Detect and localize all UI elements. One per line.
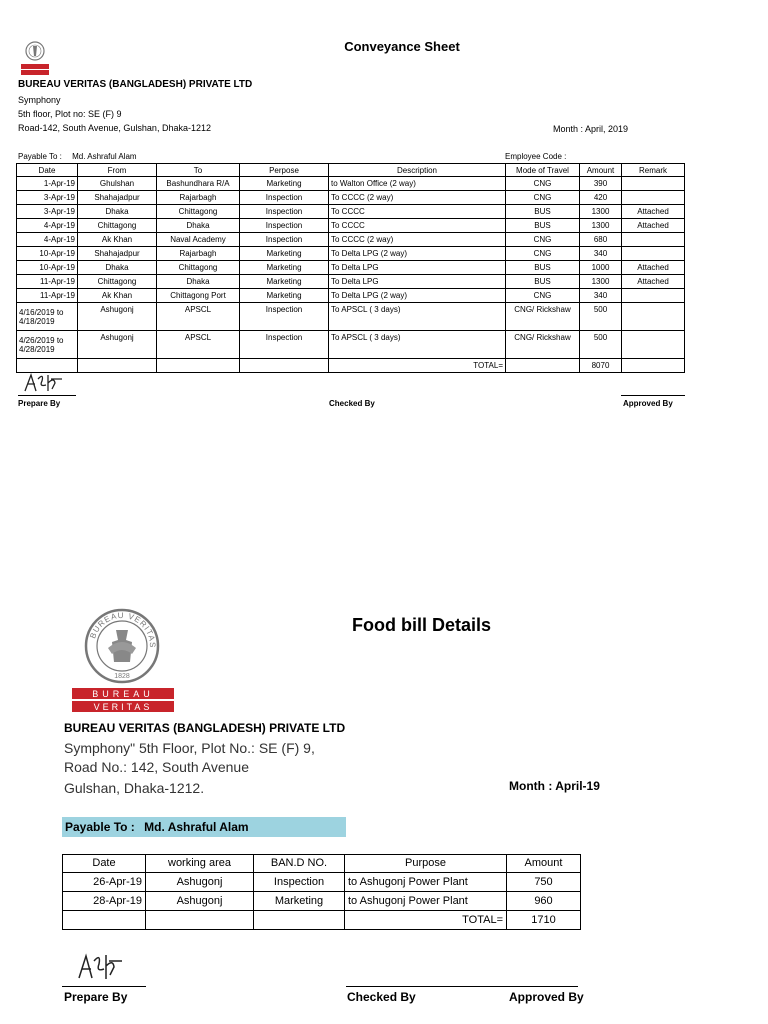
cell-mode: BUS xyxy=(506,275,580,289)
col-header-mode: Mode of Travel xyxy=(506,164,580,177)
table-row xyxy=(17,219,685,233)
cell-purpose: Inspection xyxy=(240,331,329,359)
cell-remark xyxy=(622,331,685,359)
cell-working-area: Ashugonj xyxy=(146,892,254,911)
cell-amount: 1000 xyxy=(580,261,622,275)
cell-mode: BUS xyxy=(506,205,580,219)
cell-amount: 390 xyxy=(580,177,622,191)
conveyance-table xyxy=(16,163,685,373)
logo-band-bureau: BUREAU xyxy=(92,689,154,699)
month-value: April, 2019 xyxy=(585,124,629,134)
cell-description: To CCCC xyxy=(329,205,506,219)
food-bill-table xyxy=(62,854,581,930)
cell-empty xyxy=(254,911,345,930)
col-header-remark: Remark xyxy=(622,164,685,177)
payable-band xyxy=(62,817,346,837)
cell-purpose: Marketing xyxy=(240,261,329,275)
cell-purpose: Inspection xyxy=(240,205,329,219)
cell-mode: CNG/ Rickshaw xyxy=(506,331,580,359)
table-row xyxy=(17,233,685,247)
cell-purpose: to Ashugonj Power Plant xyxy=(345,873,507,892)
address-line-3: Road-142, South Avenue, Gulshan, Dhaka-1212 xyxy=(18,123,211,133)
cell-mode: CNG xyxy=(506,177,580,191)
cell-amount: 340 xyxy=(580,289,622,303)
cell-mode: CNG xyxy=(506,233,580,247)
prepare-signature-line xyxy=(18,395,76,396)
cell-remark xyxy=(622,247,685,261)
cell-mode: CNG/ Rickshaw xyxy=(506,303,580,331)
col-header-to: To xyxy=(157,164,240,177)
col-header-band-no: BAN.D NO. xyxy=(254,855,345,873)
cell-date: 10-Apr-19 xyxy=(17,261,78,275)
cell-empty xyxy=(622,359,685,373)
cell-to: Chittagong xyxy=(157,261,240,275)
table-row xyxy=(17,177,685,191)
cell-purpose: Inspection xyxy=(240,233,329,247)
prepare-by-label: Prepare By xyxy=(18,399,61,408)
cell-remark xyxy=(622,191,685,205)
table-header-row xyxy=(63,855,581,873)
company-name: BUREAU VERITAS (BANGLADESH) PRIVATE LTD xyxy=(64,721,346,735)
cell-remark xyxy=(622,289,685,303)
cell-from: Ak Khan xyxy=(78,289,157,303)
col-header-date: Date xyxy=(17,164,78,177)
total-row xyxy=(63,911,581,930)
cell-purpose: Inspection xyxy=(240,303,329,331)
table-row xyxy=(63,892,581,911)
cell-mode: CNG xyxy=(506,191,580,205)
approved-signature-line xyxy=(621,395,685,396)
cell-date: 11-Apr-19 xyxy=(17,275,78,289)
cell-description: To CCCC (2 way) xyxy=(329,233,506,247)
signature-prepare xyxy=(22,371,64,395)
cell-empty xyxy=(240,359,329,373)
total-amount: 1710 xyxy=(507,911,581,930)
cell-date: 26-Apr-19 xyxy=(63,873,146,892)
total-amount: 8070 xyxy=(580,359,622,373)
approved-by-label: Approved By xyxy=(623,399,673,408)
cell-amount: 420 xyxy=(580,191,622,205)
cell-empty xyxy=(78,359,157,373)
checked-by-label: Checked By xyxy=(329,399,375,408)
col-header-working-area: working area xyxy=(146,855,254,873)
cell-remark: Attached xyxy=(622,275,685,289)
table-row xyxy=(17,247,685,261)
cell-description: To Delta LPG (2 way) xyxy=(329,247,506,261)
payable-value: Md. Ashraful Alam xyxy=(144,820,249,834)
cell-remark: Attached xyxy=(622,261,685,275)
cell-mode: BUS xyxy=(506,219,580,233)
payable-label: Payable To : xyxy=(18,152,62,161)
payable-label: Payable To : xyxy=(65,820,135,834)
cell-date: 4/16/2019 to 4/18/2019 xyxy=(17,303,78,331)
cell-empty xyxy=(146,911,254,930)
cell-date: 3-Apr-19 xyxy=(17,205,78,219)
employee-code-label: Employee Code : xyxy=(505,152,567,161)
payable-row xyxy=(18,151,137,162)
cell-to: Naval Academy xyxy=(157,233,240,247)
table-row xyxy=(17,289,685,303)
payable-value: Md. Ashraful Alam xyxy=(72,152,137,161)
cell-date: 11-Apr-19 xyxy=(17,289,78,303)
cell-to: APSCL xyxy=(157,303,240,331)
cell-amount: 500 xyxy=(580,331,622,359)
table-row xyxy=(17,331,685,359)
cell-amount: 340 xyxy=(580,247,622,261)
table-row xyxy=(17,191,685,205)
col-header-amount: Amount xyxy=(507,855,581,873)
cell-amount: 1300 xyxy=(580,205,622,219)
cell-date: 4/26/2019 to 4/28/2019 xyxy=(17,331,78,359)
cell-purpose: Marketing xyxy=(240,177,329,191)
cell-from: Shahajadpur xyxy=(78,247,157,261)
cell-date: 3-Apr-19 xyxy=(17,191,78,205)
prepare-by-label: Prepare By xyxy=(64,990,128,1004)
cell-band-no: Inspection xyxy=(254,873,345,892)
cell-from: Ghulshan xyxy=(78,177,157,191)
cell-description: To CCCC (2 way) xyxy=(329,191,506,205)
col-header-purpose: Perpose xyxy=(240,164,329,177)
col-header-from: From xyxy=(78,164,157,177)
seal-top-text: BUREAU VERITAS xyxy=(88,610,158,649)
cell-to: Bashundhara R/A xyxy=(157,177,240,191)
cell-description: To CCCC xyxy=(329,219,506,233)
cell-amount: 960 xyxy=(507,892,581,911)
cell-from: Ashugonj xyxy=(78,331,157,359)
cell-remark xyxy=(622,177,685,191)
checked-by-label: Checked By xyxy=(347,990,416,1004)
cell-empty xyxy=(63,911,146,930)
month-row xyxy=(553,124,628,135)
cell-remark: Attached xyxy=(622,219,685,233)
cell-date: 10-Apr-19 xyxy=(17,247,78,261)
cell-remark xyxy=(622,303,685,331)
cell-purpose: Inspection xyxy=(240,219,329,233)
col-header-purpose: Purpose xyxy=(345,855,507,873)
cell-mode: CNG xyxy=(506,247,580,261)
month-label: Month : April-19 xyxy=(509,779,600,793)
cell-description: To APSCL ( 3 days) xyxy=(329,331,506,359)
cell-from: Ashugonj xyxy=(78,303,157,331)
col-header-description: Description xyxy=(329,164,506,177)
cell-mode: BUS xyxy=(506,261,580,275)
cell-description: To APSCL ( 3 days) xyxy=(329,303,506,331)
table-row xyxy=(17,275,685,289)
logo-band-veritas: VERITAS xyxy=(93,702,153,712)
cell-amount: 680 xyxy=(580,233,622,247)
cell-description: to Walton Office (2 way) xyxy=(329,177,506,191)
cell-from: Ak Khan xyxy=(78,233,157,247)
table-row xyxy=(17,261,685,275)
cell-to: Rajarbagh xyxy=(157,247,240,261)
cell-purpose: Inspection xyxy=(240,191,329,205)
cell-date: 28-Apr-19 xyxy=(63,892,146,911)
table-row xyxy=(17,205,685,219)
cell-to: Dhaka xyxy=(157,219,240,233)
cell-to: Chittagong Port xyxy=(157,289,240,303)
food-bill-title: Food bill Details xyxy=(352,615,492,635)
total-row xyxy=(17,359,685,373)
cell-purpose: to Ashugonj Power Plant xyxy=(345,892,507,911)
cell-from: Chittagong xyxy=(78,275,157,289)
cell-mode: CNG xyxy=(506,289,580,303)
checked-approved-signature-line xyxy=(346,986,578,987)
cell-to: Chittagong xyxy=(157,205,240,219)
address-line-3: Gulshan, Dhaka-1212. xyxy=(64,780,205,796)
cell-to: Rajarbagh xyxy=(157,191,240,205)
cell-purpose: Marketing xyxy=(240,247,329,261)
approved-by-label: Approved By xyxy=(509,990,584,1004)
cell-amount: 1300 xyxy=(580,275,622,289)
cell-to: APSCL xyxy=(157,331,240,359)
cell-from: Dhaka xyxy=(78,205,157,219)
company-name: BUREAU VERITAS (BANGLADESH) PRIVATE LTD xyxy=(18,79,253,90)
cell-date: 4-Apr-19 xyxy=(17,219,78,233)
cell-purpose: Marketing xyxy=(240,275,329,289)
total-label: TOTAL= xyxy=(329,359,506,373)
col-header-amount: Amount xyxy=(580,164,622,177)
address-line-1: Symphony" 5th Floor, Plot No.: SE (F) 9, xyxy=(64,740,315,756)
cell-amount: 500 xyxy=(580,303,622,331)
signature-prepare-2 xyxy=(76,951,124,983)
cell-empty xyxy=(506,359,580,373)
cell-purpose: Marketing xyxy=(240,289,329,303)
bureau-veritas-seal-logo xyxy=(72,606,174,714)
cell-band-no: Marketing xyxy=(254,892,345,911)
cell-date: 1-Apr-19 xyxy=(17,177,78,191)
address-line-1: Symphony xyxy=(18,95,61,105)
cell-from: Shahajadpur xyxy=(78,191,157,205)
cell-description: To Delta LPG (2 way) xyxy=(329,289,506,303)
prepare-signature-line xyxy=(62,986,146,987)
cell-amount: 1300 xyxy=(580,219,622,233)
cell-working-area: Ashugonj xyxy=(146,873,254,892)
cell-from: Dhaka xyxy=(78,261,157,275)
cell-from: Chittagong xyxy=(78,219,157,233)
conveyance-title: Conveyance Sheet xyxy=(344,39,460,54)
cell-remark xyxy=(622,233,685,247)
total-label: TOTAL= xyxy=(345,911,507,930)
cell-date: 4-Apr-19 xyxy=(17,233,78,247)
cell-amount: 750 xyxy=(507,873,581,892)
cell-description: To Delta LPG xyxy=(329,261,506,275)
seal-year: 1828 xyxy=(114,673,130,680)
table-row xyxy=(63,873,581,892)
cell-to: Dhaka xyxy=(157,275,240,289)
cell-empty xyxy=(157,359,240,373)
table-header-row xyxy=(17,164,685,177)
cell-remark: Attached xyxy=(622,205,685,219)
address-line-2: 5th floor, Plot no: SE (F) 9 xyxy=(18,109,122,119)
table-row xyxy=(17,303,685,331)
month-label: Month : xyxy=(553,124,584,134)
cell-description: To Delta LPG xyxy=(329,275,506,289)
col-header-date: Date xyxy=(63,855,146,873)
address-line-2: Road No.: 142, South Avenue xyxy=(64,759,249,775)
